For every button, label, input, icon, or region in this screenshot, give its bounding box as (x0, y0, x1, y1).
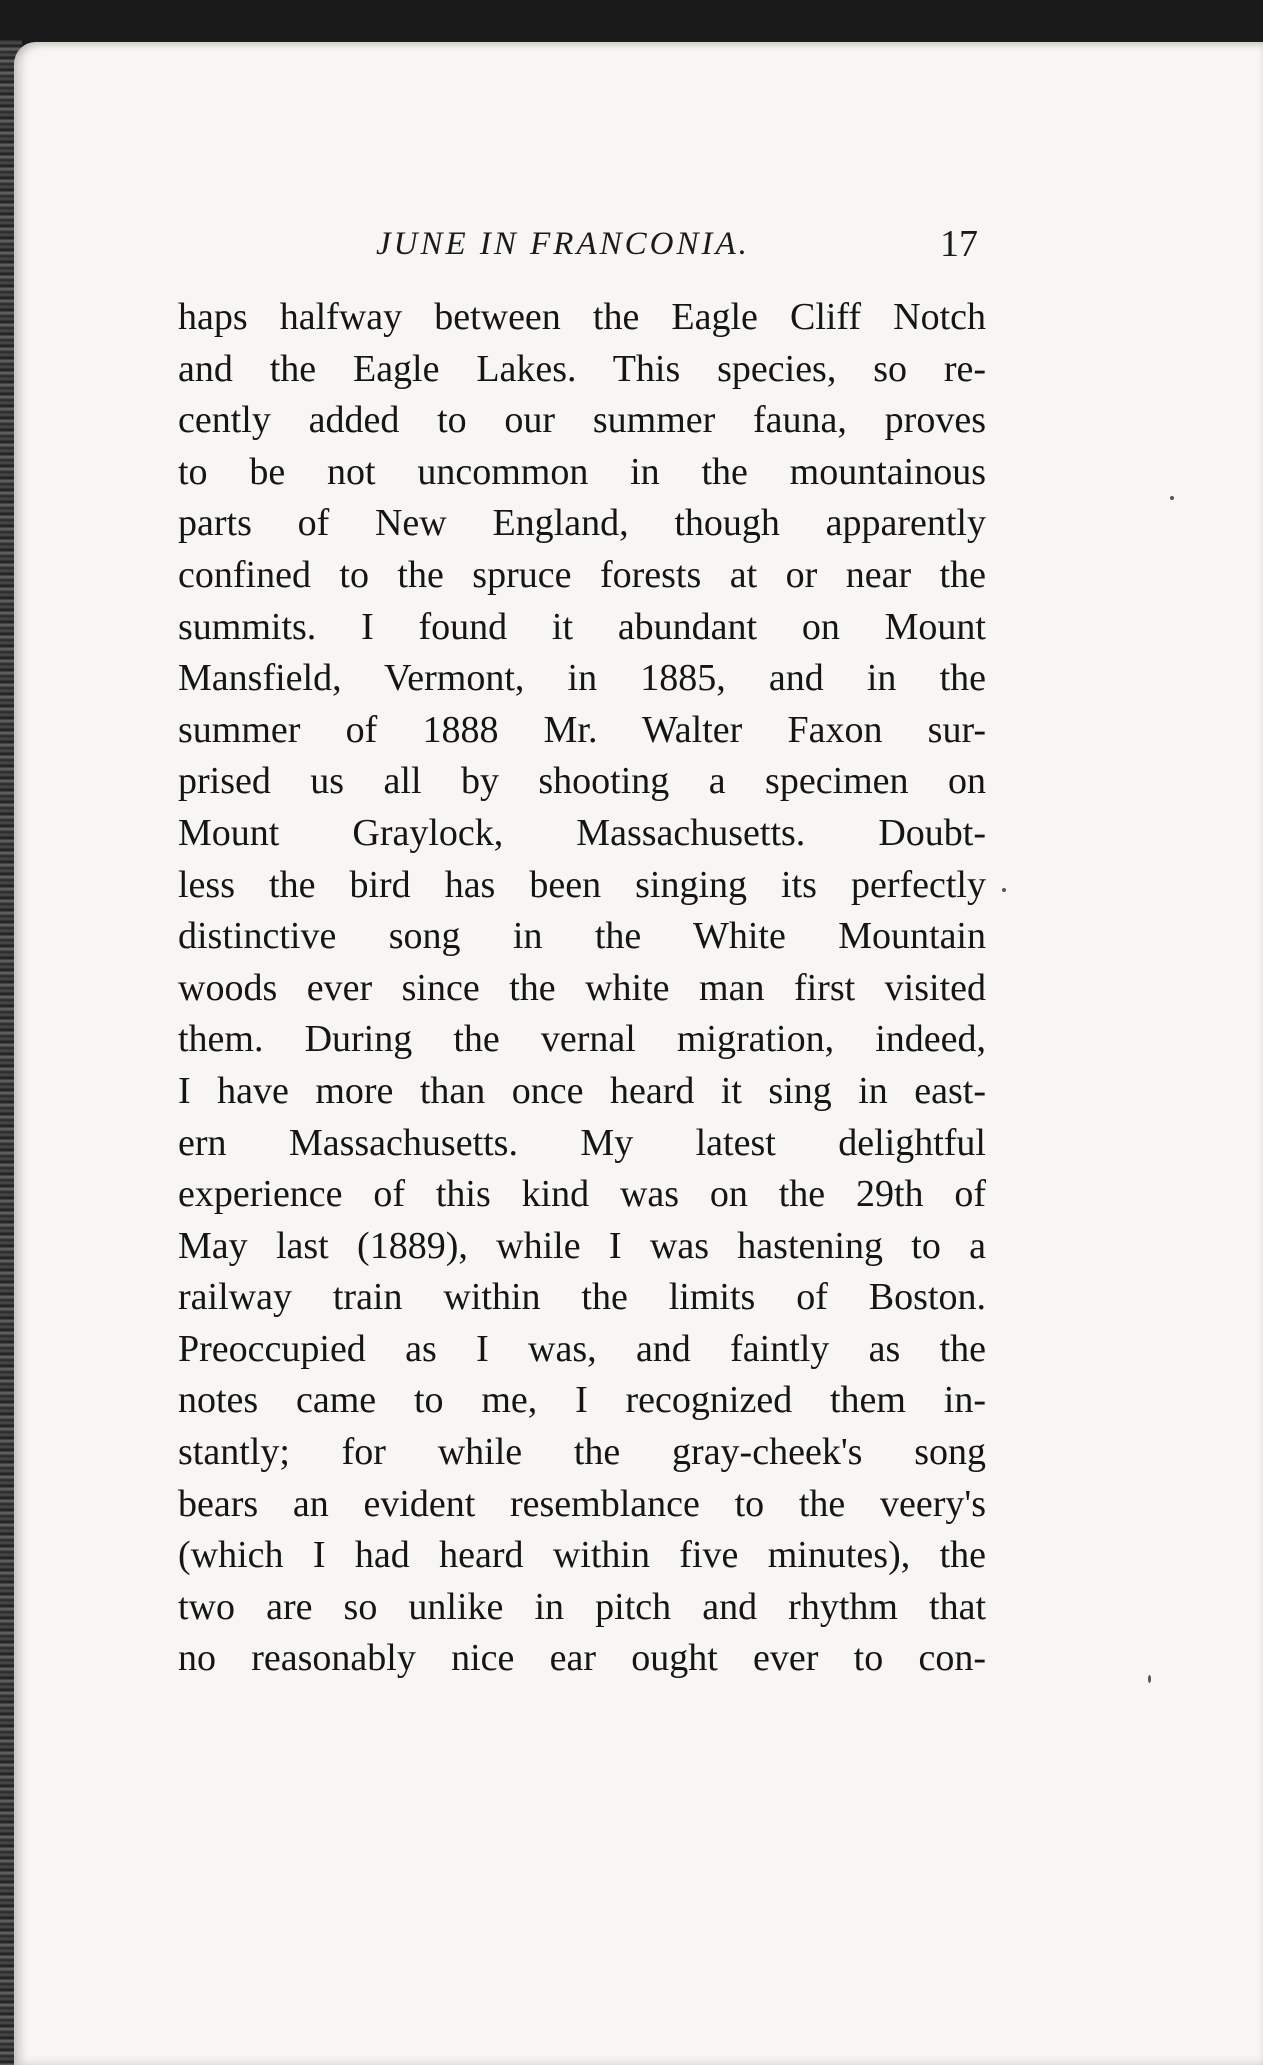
text-line: summer of 1888 Mr. Walter Faxon sur- (178, 708, 986, 751)
text-line: Preoccupied as I was, and faintly as the (178, 1327, 986, 1370)
text-line: bears an evident resemblance to the veery's (178, 1482, 986, 1525)
running-head (0, 223, 1263, 276)
text-line: experience of this kind was on the 29th of (178, 1173, 986, 1216)
text-line: less the bird has been singing its perfectly (178, 863, 986, 906)
print-speck (1002, 888, 1006, 892)
text-line: (which I had heard within five minutes), the (178, 1534, 986, 1577)
print-speck (1170, 496, 1174, 500)
text-line: haps halfway between the Eagle Cliff Notch (178, 296, 986, 338)
text-line: prised us all by shooting a specimen on (178, 760, 986, 803)
text-line: them. During the vernal migration, indeed, (178, 1018, 986, 1061)
text-line: Mount Graylock, Massachusetts. Doubt- (178, 811, 986, 854)
text-line: woods ever since the white man first visited (178, 966, 986, 1009)
print-speck (1148, 1675, 1151, 1683)
text-line: summits. I found it abundant on Mount (178, 605, 986, 648)
text-line: no reasonably nice ear ought ever to con- (178, 1637, 986, 1680)
text-line: two are so unlike in pitch and rhythm that (178, 1585, 986, 1628)
text-line: notes came to me, I recognized them in- (178, 1379, 986, 1422)
text-line: railway train within the limits of Boston. (178, 1276, 986, 1319)
text-line: confined to the spruce forests at or near the (178, 553, 986, 596)
page-number: 17 (940, 223, 978, 265)
text-line: to be not uncommon in the mountainous (178, 450, 986, 493)
text-line: parts of New England, though apparently (178, 502, 986, 545)
text-line: cently added to our summer fauna, proves (178, 399, 986, 442)
text-line: I have more than once heard it sing in east- (178, 1069, 986, 1112)
running-title: JUNE IN FRANCONIA. (376, 226, 750, 262)
text-line: May last (1889), while I was hastening to a (178, 1224, 986, 1267)
body-text (178, 292, 986, 1685)
text-line: and the Eagle Lakes. This species, so re- (178, 347, 986, 390)
text-line: stantly; for while the gray-cheek's song (178, 1431, 986, 1474)
text-line: distinctive song in the White Mountain (178, 915, 986, 958)
text-line: ern Massachusetts. My latest delightful (178, 1121, 986, 1164)
text-line: Mansfield, Vermont, in 1885, and in the (178, 657, 986, 700)
